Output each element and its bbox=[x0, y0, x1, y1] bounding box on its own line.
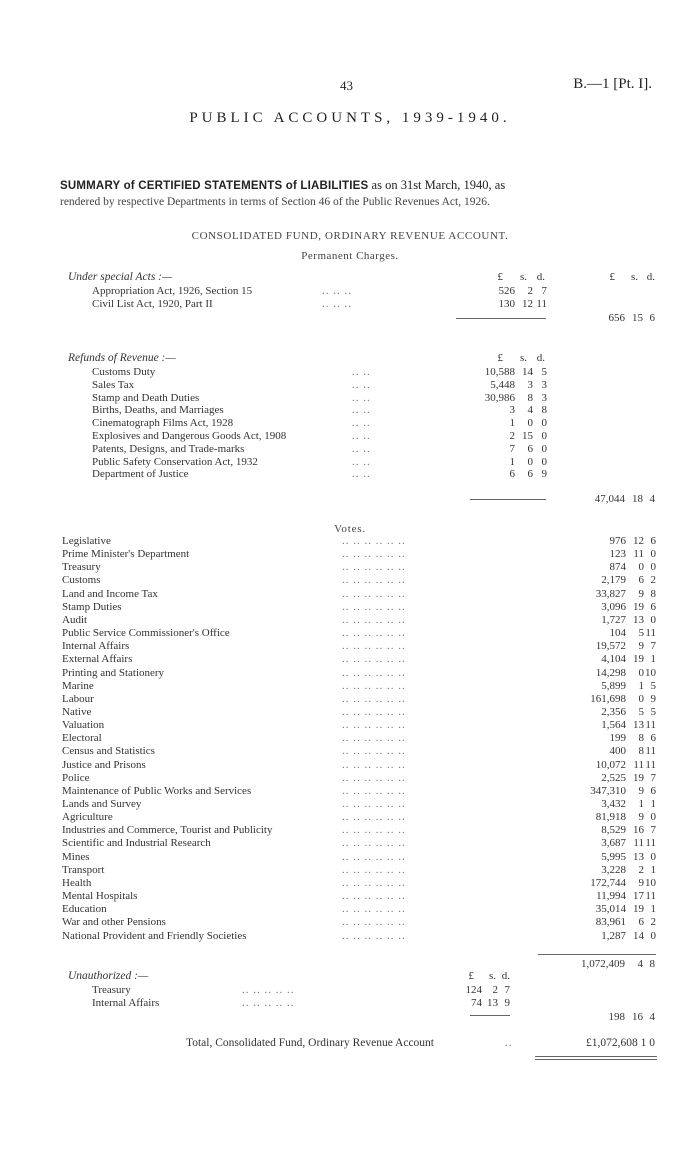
vote-s: 13 bbox=[633, 719, 644, 732]
refund-leader-dots: .. .. bbox=[352, 468, 371, 481]
vote-pounds: 81,918 bbox=[595, 811, 626, 824]
vote-label: Marine bbox=[62, 679, 94, 692]
refund-s: 15 bbox=[522, 430, 533, 442]
vote-pounds: 3,687 bbox=[601, 837, 626, 850]
vote-d: 7 bbox=[650, 771, 656, 784]
grand-total-rule-2 bbox=[535, 1059, 657, 1060]
vote-d: 0 bbox=[650, 929, 656, 942]
unauthorized-total: 198 16 4 bbox=[608, 1011, 655, 1023]
vote-leader-dots: .. .. .. .. .. .. bbox=[342, 705, 406, 718]
vote-s: 12 bbox=[633, 535, 644, 547]
refund-leader-dots: .. .. bbox=[352, 391, 371, 404]
vote-d: 1 bbox=[650, 653, 656, 666]
vote-s: 5 bbox=[638, 705, 644, 718]
refund-s: 14 bbox=[522, 366, 533, 378]
vote-pounds: 104 bbox=[609, 627, 626, 640]
vote-leader-dots: .. .. .. .. .. .. bbox=[342, 640, 406, 653]
unauthorized-rule bbox=[470, 1015, 510, 1016]
vote-d: 6 bbox=[650, 600, 656, 613]
permanent-charges-heading: Permanent Charges. bbox=[301, 250, 399, 262]
vote-label: Scientific and Industrial Research bbox=[62, 837, 211, 850]
vote-s: 1 bbox=[638, 679, 644, 692]
vote-d: 0 bbox=[650, 613, 656, 626]
vote-label: Police bbox=[62, 771, 90, 784]
refund-label: Stamp and Death Duties bbox=[92, 391, 200, 404]
vote-s: 19 bbox=[633, 653, 644, 666]
refund-leader-dots: .. .. bbox=[352, 366, 371, 378]
grand-total-dots: .. bbox=[505, 1037, 513, 1049]
vote-leader-dots: .. .. .. .. .. .. bbox=[342, 627, 406, 640]
vote-s: 8 bbox=[638, 732, 644, 745]
vote-pounds: 14,298 bbox=[595, 666, 626, 679]
running-head: PUBLIC ACCOUNTS, 1939-1940. bbox=[189, 110, 511, 126]
vote-leader-dots: .. .. .. .. .. .. bbox=[342, 916, 406, 929]
vote-pounds: 1,564 bbox=[601, 719, 626, 732]
vote-leader-dots: .. .. .. .. .. .. bbox=[342, 613, 406, 626]
vote-pounds: 172,744 bbox=[590, 876, 626, 889]
vote-s: 6 bbox=[638, 574, 644, 587]
vote-leader-dots: .. .. .. .. .. .. bbox=[342, 903, 406, 916]
vote-leader-dots: .. .. .. .. .. .. bbox=[342, 811, 406, 824]
vote-leader-dots: .. .. .. .. .. .. bbox=[342, 666, 406, 679]
refund-label: Sales Tax bbox=[92, 378, 135, 391]
refund-s: 6 bbox=[527, 442, 533, 455]
vote-leader-dots: .. .. .. .. .. .. bbox=[342, 745, 406, 758]
refund-label: Patents, Designs, and Trade-marks bbox=[92, 442, 245, 455]
refund-pounds: 1 bbox=[509, 417, 515, 430]
votes-heading: Votes. bbox=[334, 523, 366, 535]
vote-s: 9 bbox=[638, 811, 644, 824]
vote-row bbox=[62, 890, 656, 903]
special-act-pounds: 526 bbox=[498, 285, 515, 297]
vote-leader-dots: .. .. .. .. .. .. bbox=[342, 758, 406, 771]
vote-label: National Provident and Friendly Societies bbox=[62, 929, 247, 942]
refunds-heading: Refunds of Revenue :— bbox=[68, 352, 176, 364]
vote-leader-dots: .. .. .. .. .. .. bbox=[342, 890, 406, 903]
vote-label: Lands and Survey bbox=[62, 798, 142, 810]
vote-label: Printing and Stationery bbox=[62, 666, 165, 679]
vote-s: 2 bbox=[638, 863, 644, 876]
unauthorized-d: 7 bbox=[504, 984, 510, 996]
vote-label: Native bbox=[62, 705, 92, 718]
refund-pounds: 30,986 bbox=[484, 391, 515, 404]
special-act-pounds: 130 bbox=[498, 297, 515, 310]
vote-row bbox=[62, 653, 656, 666]
vote-leader-dots: .. .. .. .. .. .. bbox=[342, 653, 406, 666]
refund-label: Cinematograph Films Act, 1928 bbox=[92, 417, 234, 430]
special-acts-rule bbox=[456, 318, 546, 319]
vote-pounds: 2,179 bbox=[601, 574, 626, 587]
vote-row bbox=[62, 667, 656, 680]
vote-s: 0 bbox=[638, 692, 644, 705]
unauthorized-leader-dots: .. .. .. .. .. bbox=[242, 984, 295, 996]
vote-row bbox=[62, 837, 656, 850]
refund-leader-dots: .. .. bbox=[352, 378, 371, 391]
unauthorized-pounds: 74 bbox=[471, 996, 482, 1009]
vote-label: Land and Income Tax bbox=[62, 587, 158, 600]
unauthorized-pounds: 124 bbox=[465, 984, 482, 996]
refund-label: Explosives and Dangerous Goods Act, 1908 bbox=[92, 430, 287, 442]
vote-label: External Affairs bbox=[62, 653, 133, 666]
vote-label: Agriculture bbox=[62, 811, 113, 824]
vote-s: 19 bbox=[633, 771, 644, 784]
refund-row bbox=[92, 430, 547, 443]
vote-leader-dots: .. .. .. .. .. .. bbox=[342, 600, 406, 613]
vote-row bbox=[62, 706, 656, 719]
vote-label: War and other Pensions bbox=[62, 916, 166, 929]
refund-row bbox=[92, 468, 547, 481]
refund-leader-dots: .. .. bbox=[352, 417, 371, 430]
vote-s: 1 bbox=[638, 798, 644, 810]
grand-total-amount: £1,072,608 1 0 bbox=[586, 1037, 655, 1049]
vote-label: Maintenance of Public Works and Services bbox=[62, 784, 252, 797]
unauthorized-s: 13 bbox=[487, 996, 498, 1009]
vote-row bbox=[62, 588, 656, 601]
unauthorized-heading: Unauthorized :— bbox=[68, 970, 149, 982]
vote-d: 6 bbox=[650, 784, 656, 797]
refund-pounds: 2 bbox=[509, 430, 515, 442]
refund-s: 6 bbox=[527, 468, 533, 481]
title-rest: as on 31st March, 1940, as bbox=[371, 178, 506, 192]
vote-d: 6 bbox=[650, 535, 656, 547]
refund-label: Births, Deaths, and Marriages bbox=[92, 404, 224, 417]
vote-pounds: 19,572 bbox=[595, 640, 626, 653]
refund-s: 0 bbox=[527, 455, 533, 468]
vote-d: 0 bbox=[650, 811, 656, 824]
document-title bbox=[60, 178, 505, 193]
vote-pounds: 83,961 bbox=[595, 916, 626, 929]
vote-pounds: 400 bbox=[609, 745, 626, 758]
vote-pounds: 3,228 bbox=[601, 863, 626, 876]
vote-row bbox=[62, 903, 656, 916]
refunds-rule bbox=[470, 499, 546, 500]
refund-d: 0 bbox=[541, 442, 547, 455]
vote-leader-dots: .. .. .. .. .. .. bbox=[342, 535, 406, 547]
vote-d: 11 bbox=[645, 837, 656, 850]
vote-s: 0 bbox=[638, 561, 644, 574]
vote-d: 0 bbox=[650, 561, 656, 574]
refund-leader-dots: .. .. bbox=[352, 442, 371, 455]
vote-d: 1 bbox=[650, 863, 656, 876]
vote-d: 11 bbox=[645, 890, 656, 903]
vote-row bbox=[62, 680, 656, 693]
vote-leader-dots: .. .. .. .. .. .. bbox=[342, 574, 406, 587]
vote-row bbox=[62, 877, 656, 890]
refund-label: Public Safety Conservation Act, 1932 bbox=[92, 455, 258, 468]
refund-d: 3 bbox=[541, 391, 547, 404]
vote-pounds: 10,072 bbox=[595, 758, 626, 771]
vote-label: Mines bbox=[62, 850, 90, 863]
vote-s: 0 bbox=[638, 666, 644, 679]
vote-label: Public Service Commissioner's Office bbox=[62, 627, 230, 640]
vote-pounds: 5,899 bbox=[601, 679, 626, 692]
vote-row bbox=[62, 772, 656, 785]
vote-row bbox=[62, 732, 656, 745]
vote-row bbox=[62, 614, 656, 627]
refund-d: 9 bbox=[541, 468, 547, 481]
refund-d: 0 bbox=[541, 417, 547, 430]
vote-leader-dots: .. .. .. .. .. .. bbox=[342, 798, 406, 810]
vote-pounds: 2,525 bbox=[601, 771, 626, 784]
grand-total-label: Total, Consolidated Fund, Ordinary Revenue Account bbox=[186, 1037, 434, 1049]
vote-row bbox=[62, 745, 656, 758]
refund-pounds: 3 bbox=[509, 404, 515, 417]
vote-s: 13 bbox=[633, 613, 644, 626]
refund-leader-dots: .. .. bbox=[352, 430, 371, 442]
refund-row bbox=[92, 456, 547, 469]
vote-row bbox=[62, 824, 656, 837]
title-line-2: rendered by respective Departments in terms of Section 46 of the Public Revenues Act, 1926. bbox=[60, 196, 490, 208]
vote-leader-dots: .. .. .. .. .. .. bbox=[342, 929, 406, 942]
vote-row bbox=[62, 601, 656, 614]
vote-pounds: 976 bbox=[609, 535, 626, 547]
vote-d: 8 bbox=[650, 587, 656, 600]
title-bold: SUMMARY of CERTIFIED STATEMENTS of LIABILITIES bbox=[60, 180, 369, 192]
vote-s: 9 bbox=[638, 876, 644, 889]
vote-row bbox=[62, 864, 656, 877]
vote-label: Stamp Duties bbox=[62, 600, 122, 613]
vote-row bbox=[62, 561, 656, 574]
vote-s: 13 bbox=[633, 850, 644, 863]
vote-s: 17 bbox=[633, 890, 644, 903]
vote-leader-dots: .. .. .. .. .. .. bbox=[342, 771, 406, 784]
vote-s: 11 bbox=[633, 837, 644, 850]
vote-s: 19 bbox=[633, 903, 644, 916]
vote-label: Valuation bbox=[62, 719, 105, 732]
vote-s: 9 bbox=[638, 640, 644, 653]
vote-leader-dots: .. .. .. .. .. .. bbox=[342, 784, 406, 797]
refund-d: 8 bbox=[541, 404, 547, 417]
refund-row bbox=[92, 404, 547, 417]
vote-s: 5 bbox=[638, 627, 644, 640]
unauthorized-d: 9 bbox=[504, 996, 510, 1009]
vote-label: Labour bbox=[62, 692, 94, 705]
vote-s: 19 bbox=[633, 600, 644, 613]
refund-row bbox=[92, 417, 547, 430]
vote-d: 11 bbox=[645, 719, 656, 732]
special-act-label: Appropriation Act, 1926, Section 15 bbox=[92, 285, 253, 297]
vote-s: 14 bbox=[633, 929, 644, 942]
vote-label: Health bbox=[62, 876, 92, 889]
page-number: 43 bbox=[340, 78, 353, 93]
vote-d: 2 bbox=[650, 916, 656, 929]
vote-d: 6 bbox=[650, 732, 656, 745]
vote-pounds: 199 bbox=[609, 732, 626, 745]
vote-s: 16 bbox=[633, 824, 644, 837]
vote-leader-dots: .. .. .. .. .. .. bbox=[342, 679, 406, 692]
votes-total: 1,072,409 4 8 bbox=[581, 958, 655, 970]
refund-pounds: 1 bbox=[509, 455, 515, 468]
unauthorized-label: Treasury bbox=[92, 984, 131, 996]
vote-label: Census and Statistics bbox=[62, 745, 155, 758]
refund-row bbox=[92, 443, 547, 456]
vote-d: 1 bbox=[650, 798, 656, 810]
vote-row bbox=[62, 916, 656, 929]
refund-pounds: 5,448 bbox=[490, 378, 515, 391]
unauthorized-row bbox=[92, 997, 510, 1010]
refund-pounds: 10,588 bbox=[484, 366, 515, 378]
vote-row bbox=[62, 693, 656, 706]
vote-label: Education bbox=[62, 903, 107, 916]
special-act-s: 12 bbox=[522, 297, 533, 310]
vote-d: 10 bbox=[645, 666, 656, 679]
refund-label: Department of Justice bbox=[92, 468, 189, 481]
vote-d: 7 bbox=[650, 640, 656, 653]
vote-row bbox=[62, 640, 656, 653]
votes-rule bbox=[538, 954, 656, 955]
vote-row bbox=[62, 574, 656, 587]
vote-row bbox=[62, 535, 656, 548]
refund-s: 0 bbox=[527, 417, 533, 430]
refund-s: 8 bbox=[527, 391, 533, 404]
vote-d: 9 bbox=[650, 692, 656, 705]
vote-row bbox=[62, 811, 656, 824]
special-act-d: 11 bbox=[536, 297, 547, 310]
vote-leader-dots: .. .. .. .. .. .. bbox=[342, 863, 406, 876]
vote-row bbox=[62, 627, 656, 640]
unauthorized-label: Internal Affairs bbox=[92, 996, 160, 1009]
vote-label: Justice and Prisons bbox=[62, 758, 146, 771]
vote-label: Transport bbox=[62, 863, 105, 876]
special-act-s: 2 bbox=[527, 285, 533, 297]
vote-row bbox=[62, 930, 656, 943]
vote-pounds: 874 bbox=[609, 561, 626, 574]
vote-label: Audit bbox=[62, 613, 88, 626]
vote-d: 2 bbox=[650, 574, 656, 587]
vote-pounds: 11,994 bbox=[596, 890, 626, 903]
vote-pounds: 5,995 bbox=[601, 850, 626, 863]
vote-row bbox=[62, 548, 656, 561]
refunds-total: 47,044 18 4 bbox=[594, 493, 655, 505]
vote-label: Customs bbox=[62, 574, 101, 587]
vote-label: Electoral bbox=[62, 732, 102, 745]
vote-leader-dots: .. .. .. .. .. .. bbox=[342, 732, 406, 745]
vote-label: Internal Affairs bbox=[62, 640, 130, 653]
vote-label: Mental Hospitals bbox=[62, 890, 138, 903]
vote-s: 11 bbox=[633, 758, 644, 771]
special-act-row bbox=[92, 285, 547, 298]
vote-d: 7 bbox=[650, 824, 656, 837]
refund-pounds: 6 bbox=[509, 468, 515, 481]
vote-d: 11 bbox=[645, 758, 656, 771]
refund-leader-dots: .. .. bbox=[352, 455, 371, 468]
refund-label: Customs Duty bbox=[92, 366, 156, 378]
vote-pounds: 3,096 bbox=[601, 600, 626, 613]
vote-pounds: 8,529 bbox=[601, 824, 626, 837]
special-act-label: Civil List Act, 1920, Part II bbox=[92, 297, 213, 310]
special-acts-total: 656 15 6 bbox=[608, 312, 655, 324]
grand-total-rule-1 bbox=[535, 1056, 657, 1057]
page-code: B.—1 [Pt. I]. bbox=[573, 76, 652, 92]
vote-row bbox=[62, 759, 656, 772]
special-act-leader-dots: .. .. .. bbox=[322, 285, 352, 297]
fund-heading: CONSOLIDATED FUND, ORDINARY REVENUE ACCOUNT. bbox=[191, 230, 509, 242]
special-act-leader-dots: .. .. .. bbox=[322, 297, 352, 310]
unauthorized-row bbox=[92, 984, 510, 997]
refund-row bbox=[92, 392, 547, 405]
vote-pounds: 347,310 bbox=[590, 784, 626, 797]
vote-leader-dots: .. .. .. .. .. .. bbox=[342, 837, 406, 850]
vote-d: 5 bbox=[650, 679, 656, 692]
vote-label: Treasury bbox=[62, 561, 101, 574]
vote-label: Legislative bbox=[62, 535, 111, 547]
refund-row bbox=[92, 379, 547, 392]
refund-s: 4 bbox=[527, 404, 533, 417]
refund-s: 3 bbox=[527, 378, 533, 391]
vote-d: 5 bbox=[650, 705, 656, 718]
vote-leader-dots: .. .. .. .. .. .. bbox=[342, 719, 406, 732]
vote-pounds: 35,014 bbox=[595, 903, 626, 916]
unauthorized-leader-dots: .. .. .. .. .. bbox=[242, 996, 295, 1009]
vote-pounds: 161,698 bbox=[590, 692, 626, 705]
vote-row bbox=[62, 785, 656, 798]
vote-pounds: 1,727 bbox=[601, 613, 626, 626]
vote-pounds: 2,356 bbox=[601, 705, 626, 718]
vote-leader-dots: .. .. .. .. .. .. bbox=[342, 587, 406, 600]
refund-d: 3 bbox=[541, 378, 547, 391]
vote-d: 0 bbox=[650, 850, 656, 863]
vote-row bbox=[62, 719, 656, 732]
vote-pounds: 123 bbox=[609, 548, 626, 561]
refund-pounds: 7 bbox=[509, 442, 515, 455]
vote-leader-dots: .. .. .. .. .. .. bbox=[342, 548, 406, 561]
vote-leader-dots: .. .. .. .. .. .. bbox=[342, 824, 406, 837]
special-act-row bbox=[92, 298, 547, 311]
vote-s: 6 bbox=[638, 916, 644, 929]
refund-leader-dots: .. .. bbox=[352, 404, 371, 417]
vote-leader-dots: .. .. .. .. .. .. bbox=[342, 850, 406, 863]
special-acts-heading: Under special Acts :— bbox=[68, 271, 173, 283]
vote-leader-dots: .. .. .. .. .. .. bbox=[342, 876, 406, 889]
vote-row bbox=[62, 851, 656, 864]
refund-d: 5 bbox=[541, 366, 547, 378]
refund-row bbox=[92, 366, 547, 379]
refund-d: 0 bbox=[541, 430, 547, 442]
vote-pounds: 33,827 bbox=[595, 587, 626, 600]
vote-s: 8 bbox=[638, 745, 644, 758]
vote-pounds: 3,432 bbox=[601, 798, 626, 810]
vote-d: 11 bbox=[645, 745, 656, 758]
vote-d: 10 bbox=[645, 876, 656, 889]
vote-leader-dots: .. .. .. .. .. .. bbox=[342, 692, 406, 705]
vote-d: 11 bbox=[645, 627, 656, 640]
unauthorized-s: 2 bbox=[492, 984, 498, 996]
vote-label: Industries and Commerce, Tourist and Publicity bbox=[62, 824, 273, 837]
vote-d: 1 bbox=[650, 903, 656, 916]
vote-pounds: 4,104 bbox=[601, 653, 626, 666]
vote-s: 11 bbox=[633, 548, 644, 561]
vote-leader-dots: .. .. .. .. .. .. bbox=[342, 561, 406, 574]
vote-pounds: 1,287 bbox=[601, 929, 626, 942]
refund-d: 0 bbox=[541, 455, 547, 468]
vote-s: 9 bbox=[638, 587, 644, 600]
vote-row bbox=[62, 798, 656, 811]
vote-d: 0 bbox=[650, 548, 656, 561]
vote-label: Prime Minister's Department bbox=[62, 548, 190, 561]
special-act-d: 7 bbox=[541, 285, 547, 297]
vote-s: 9 bbox=[638, 784, 644, 797]
